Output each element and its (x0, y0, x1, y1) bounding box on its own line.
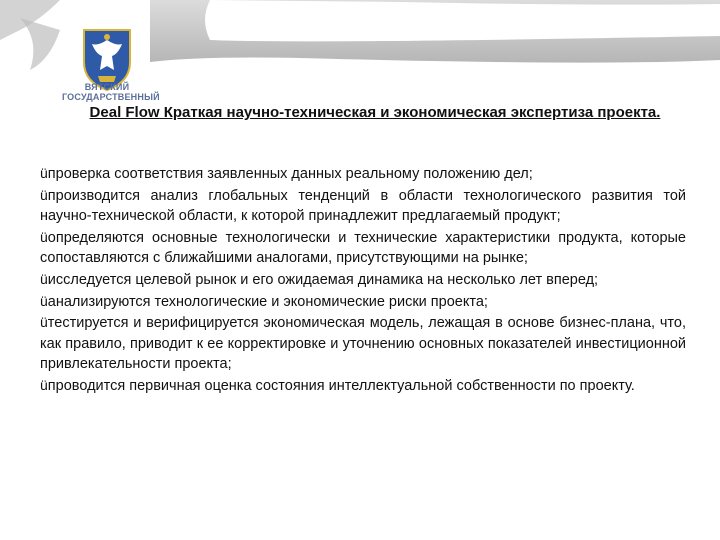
list-item-text: проводится первичная оценка состояния интеллектуальной собственности по проекту. (47, 377, 635, 394)
list-item (40, 312, 686, 375)
list-item-text: тестируется и верифицируется экономическая модель, лежащая в основе бизнес-плана, что, как правило, приводит к ее корректировке и уточнению основных показателей инвестиционной привлекательности проекта; (40, 315, 686, 373)
logo-line-1: ВЯТСКИЙ (84, 82, 130, 92)
list-item-text: производится анализ глобальных тенденций в области технологического развития той научно-технической области, к которой принадлежит предлагаемый продукт; (40, 187, 686, 225)
check-bullet-icon: ü (40, 376, 48, 393)
list-item (40, 291, 686, 313)
check-bullet-icon: ü (40, 292, 48, 309)
list-item-text: проверка соответствия заявленных данных реальному положению дел; (47, 166, 533, 182)
check-bullet-icon: ü (40, 165, 48, 181)
list-item-text: исследуется целевой рынок и его ожидаемая динамика на несколько лет вперед; (47, 271, 599, 288)
check-bullet-icon: ü (40, 228, 48, 245)
logo-text (62, 82, 160, 102)
list-item (40, 227, 686, 269)
check-bullet-icon: ü (40, 186, 48, 203)
list-item (40, 375, 686, 397)
list-item (40, 163, 686, 185)
bullet-list (40, 163, 686, 397)
list-item-text: анализируются технологические и экономические риски проекта; (47, 293, 488, 310)
check-bullet-icon: ü (40, 270, 48, 287)
check-bullet-icon: ü (40, 314, 48, 331)
logo-line-2: ГОСУДАРСТВЕННЫЙ (62, 92, 160, 102)
list-item (40, 185, 686, 227)
list-item (40, 269, 686, 291)
title-text: Краткая научно-техническая и экономическая экспертиза проекта. (159, 104, 661, 121)
list-item-text: определяются основные технологически и технические характеристики продукта, которые сопоставляются с ближайшими аналогами, присутствующими на рынке; (40, 229, 686, 267)
title-prefix: Deal Flow (89, 104, 160, 121)
page-title (55, 103, 695, 123)
